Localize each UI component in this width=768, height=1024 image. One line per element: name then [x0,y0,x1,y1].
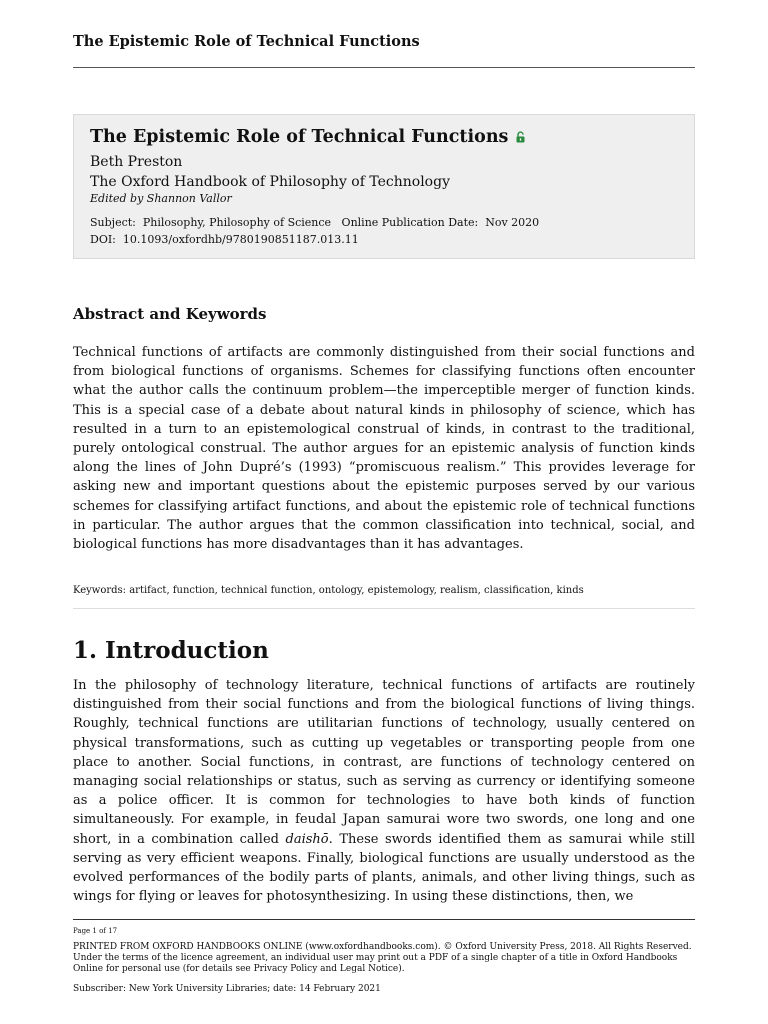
abstract-heading: Abstract and Keywords [73,305,267,323]
keywords-line: Keywords: artifact, function, technical function, ontology, epistemology, realism, classification, kinds [73,585,584,596]
chapter-title-row [90,127,525,148]
handbook-title[interactable]: The Oxford Handbook of Philosophy of Technology [90,174,450,190]
copyright-notice: PRINTED FROM OXFORD HANDBOOKS ONLINE (www.oxfordhandbooks.com). © Oxford University Press, 2018. All Rights Reserved. Under the terms of the licence agreement, an individual user may print out a PDF of a single chapter of a title in Oxford Handbooks Online for personal use (for details see Privacy Policy and Legal Notice). [73,942,692,974]
handbook-editor: Edited by Shannon Vallor [90,192,232,205]
intro-text-part-2: . These swords identified them as samurai while still serving as very efficient weapons. Finally, biological functions are usually understood as the evolved performances of the bodily parts of plants, animals, and other living things, such as wings for flying or leaves for photosynthesizing. In using these distinctions, then, we [73,831,695,905]
footer-divider [73,919,695,920]
subject-and-publication-date: Subject: Philosophy, Philosophy of Science Online Publication Date: Nov 2020 [90,216,540,229]
header-divider [73,67,695,68]
lock-shackle [518,132,523,136]
chapter-author[interactable]: Beth Preston [90,154,183,170]
lock-keyhole [520,138,521,140]
intro-italic-term: daishō [285,831,329,847]
page-number: Page 1 of 17 [73,927,118,935]
intro-text-part-1: In the philosophy of technology literature, technical functions of artifacts are routinely distinguished from their social functions and from the biological functions of living things. Roughly, technical functions are utilitarian functions of technology, usually centered on physical transformations, such as cutting up vegetables or transporting people from one place to another. Social functions, in contrast, are functions of technology centered on managing social relationships or status, such as serving as currency or identifying someone as a police officer. It is common for technologies to have both kinds of function simultaneously. For example, in feudal Japan samurai wore two swords, one long and one short, in a combination called [73,678,695,847]
chapter-info-box [73,114,695,259]
subscriber-line: Subscriber: New York University Libraries; date: 14 February 2021 [73,984,381,994]
chapter-title: The Epistemic Role of Technical Functions [90,127,509,147]
doi-line: DOI: 10.1093/oxfordhb/9780190851187.013.11 [90,233,359,246]
keywords-divider [73,608,695,609]
introduction-heading: 1. Introduction [73,637,269,664]
abstract-paragraph: Technical functions of artifacts are commonly distinguished from their social functions and from biological functions of organisms. Schemes for classifying functions often encounter what the author calls the continuum problem—the imperceptible merger of function kinds. This is a special case of a debate about natural kinds in philosophy of science, which has resulted in a turn to an epistemological construal of kinds, in contrast to the traditional, purely ontological construal. The author argues for an epistemic analysis of function kinds along the lines of John Dupré’s (1993) “promiscuous realism.” This provides leverage for asking new and important questions about the epistemic purposes served by our various schemes for classifying artifact functions, and about the epistemic role of technical functions in particular. The author argues that the common classification into technical, social, and biological functions has more disadvantages than it has advantages. [73,345,695,553]
open-access-lock-icon [516,128,525,148]
introduction-paragraph [73,676,695,906]
running-head-title: The Epistemic Role of Technical Functions [73,33,420,50]
